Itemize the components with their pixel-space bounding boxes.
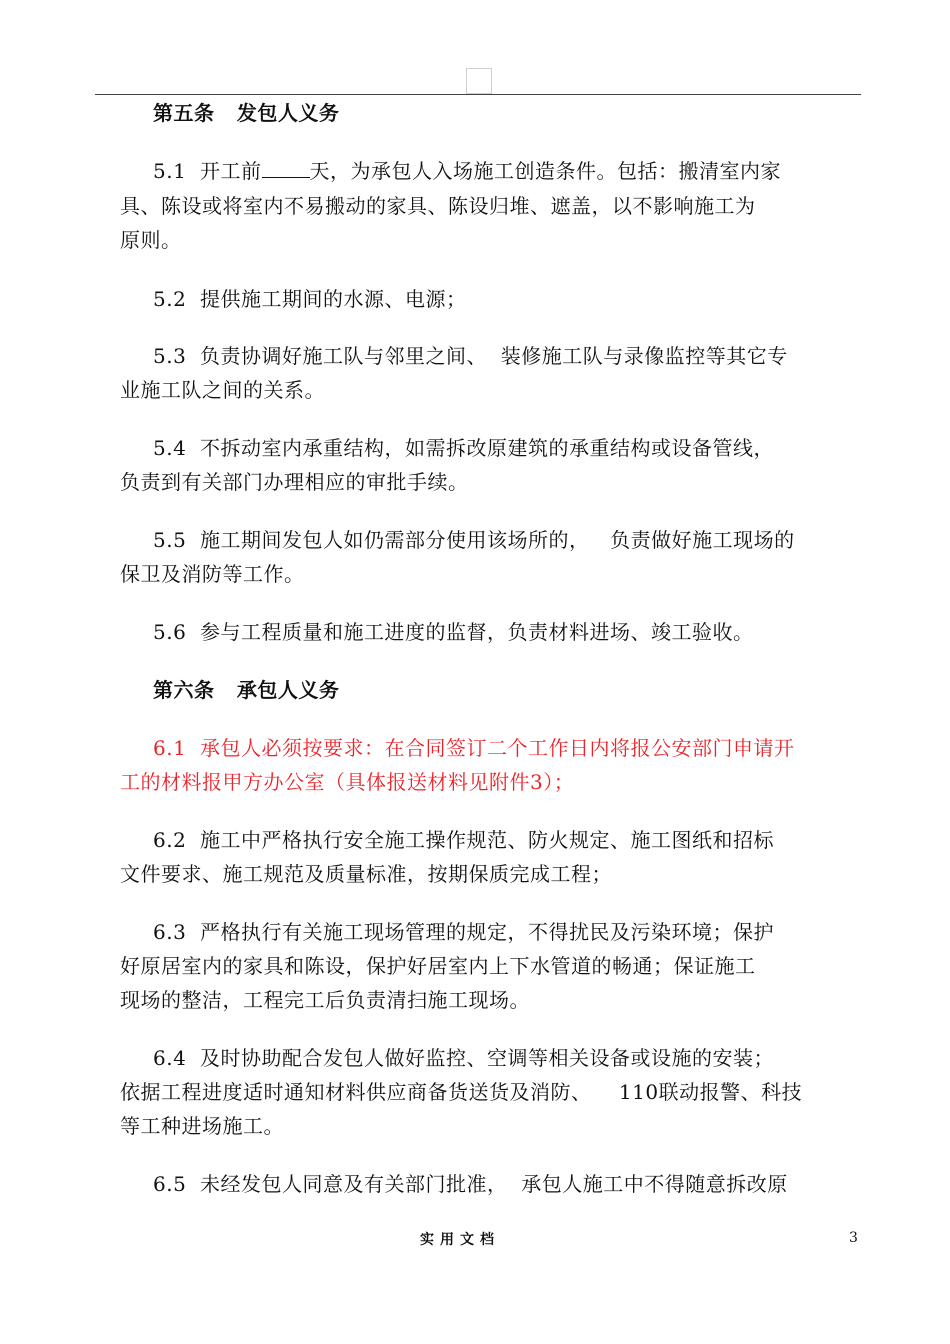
clause-6-3-line2: 好原居室内的家具和陈设，保护好居室内上下水管道的畅通；保证施工 bbox=[120, 954, 756, 978]
header-rule bbox=[95, 94, 861, 95]
clause-5-5-line1: 5.5 施工期间发包人如仍需部分使用该场所的， 负责做好施工现场的 bbox=[153, 528, 795, 552]
clause-6-4-line3: 等工种进场施工。 bbox=[120, 1114, 284, 1138]
clause-6-1-line2: 工的材料报甲方办公室（具体报送材料见附件3）； bbox=[120, 770, 575, 794]
clause-6-2-line2: 文件要求、施工规范及质量标准，按期保质完成工程； bbox=[120, 862, 612, 886]
page-number: 3 bbox=[849, 1230, 858, 1246]
clause-5-1-rest: 天，为承包人入场施工创造条件。包括：搬清室内家 bbox=[309, 159, 782, 183]
footer-label: 实用文档 bbox=[420, 1232, 500, 1248]
clause-5-2: 5.2 提供施工期间的水源、电源； bbox=[153, 287, 467, 311]
clause-6-5-line1: 6.5 未经发包人同意及有关部门批准， 承包人施工中不得随意拆改原 bbox=[153, 1172, 788, 1196]
section5-heading: 第五条 发包人义务 bbox=[153, 101, 340, 125]
fill-in-blank bbox=[262, 157, 310, 178]
clause-6-3-line1: 6.3 严格执行有关施工现场管理的规定，不得扰民及污染环境；保护 bbox=[153, 920, 775, 944]
clause-5-6: 5.6 参与工程质量和施工进度的监督，负责材料进场、竣工验收。 bbox=[153, 620, 754, 644]
clause-5-1-line1 bbox=[153, 157, 781, 185]
clause-5-3-line2: 业施工队之间的关系。 bbox=[120, 378, 325, 402]
clause-6-4-line1: 6.4 及时协助配合发包人做好监控、空调等相关设备或设施的安装； bbox=[153, 1046, 775, 1070]
section6-heading: 第六条 承包人义务 bbox=[153, 678, 340, 702]
clause-5-5-line2: 保卫及消防等工作。 bbox=[120, 562, 305, 586]
clause-5-1-line3: 原则。 bbox=[120, 228, 182, 252]
clause-6-1-line1: 6.1 承包人必须按要求：在合同签订二个工作日内将报公安部门申请开 bbox=[153, 736, 795, 760]
header-box bbox=[466, 68, 492, 94]
clause-6-2-line1: 6.2 施工中严格执行安全施工操作规范、防火规定、施工图纸和招标 bbox=[153, 828, 775, 852]
clause-5-3-line1: 5.3 负责协调好施工队与邻里之间、 装修施工队与录像监控等其它专 bbox=[153, 344, 788, 368]
clause-5-4-line2: 负责到有关部门办理相应的审批手续。 bbox=[120, 470, 469, 494]
clause-6-4-line2: 依据工程进度适时通知材料供应商备货送货及消防、 110联动报警、科技 bbox=[120, 1080, 803, 1104]
clause-6-3-line3: 现场的整洁，工程完工后负责清扫施工现场。 bbox=[120, 988, 530, 1012]
clause-5-1-start: 5.1 开工前 bbox=[153, 159, 262, 183]
clause-5-1-line2: 具、陈设或将室内不易搬动的家具、陈设归堆、遮盖，以不影响施工为 bbox=[120, 194, 756, 218]
clause-5-4-line1: 5.4 不拆动室内承重结构，如需拆改原建筑的承重结构或设备管线， bbox=[153, 436, 775, 460]
